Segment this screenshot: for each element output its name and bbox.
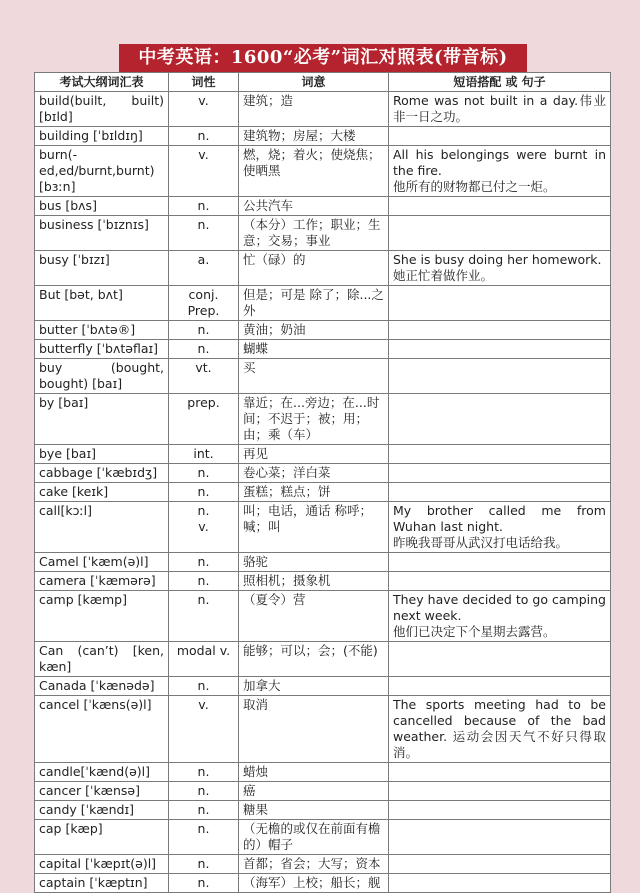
pos-label: v. (198, 697, 209, 712)
pos-label: n. (197, 783, 210, 798)
pos-label: n. (197, 856, 210, 871)
meaning-cell: 能够；可以；会；(不能) (239, 642, 389, 677)
meaning-cell: 买 (239, 359, 389, 394)
meaning-cell: 叫；电话，通话 称呼；喊；叫 (239, 502, 389, 553)
pos-cell (169, 782, 239, 801)
word-cell: building [ˈbɪldɪŋ] (35, 127, 169, 146)
table-header-row (35, 73, 611, 92)
table-row (35, 127, 611, 146)
word-cell: business [ˈbɪznɪs] (35, 216, 169, 251)
example-sentence: They have decided to go camping next week. (393, 592, 606, 623)
pos-label: n. (197, 198, 210, 213)
table-row (35, 502, 611, 553)
meaning-cell: 燃，烧；着火；使烧焦；使晒黑 (239, 146, 389, 197)
word-cell: call[kɔːl] (35, 502, 169, 553)
table-row (35, 321, 611, 340)
header-example: 短语搭配 或 句子 (389, 73, 611, 92)
table-row (35, 92, 611, 127)
example-sentence: She is busy doing her homework. (393, 252, 602, 267)
word-cell: buy (bought, bought) [baɪ] (35, 359, 169, 394)
pos-label: n. (197, 484, 210, 499)
example-cell (389, 340, 611, 359)
example-sentence: Rome was not built in a day.伟业非一日之功。 (393, 93, 606, 124)
meaning-cell: 再见 (239, 445, 389, 464)
pos-cell (169, 340, 239, 359)
meaning-cell: 首都；省会；大写；资本 (239, 855, 389, 874)
word-cell: butter [ˈbʌtə®] (35, 321, 169, 340)
example-cell (389, 553, 611, 572)
example-cell (389, 146, 611, 197)
table-row (35, 855, 611, 874)
pos-cell (169, 696, 239, 763)
table-row (35, 197, 611, 216)
vocabulary-table (34, 72, 611, 893)
table-row (35, 820, 611, 855)
meaning-cell: 加拿大 (239, 677, 389, 696)
word-cell: candle[ˈkænd(ə)l] (35, 763, 169, 782)
pos-label: int. (193, 446, 214, 461)
example-sentence: 她正忙着做作业。 (393, 268, 494, 283)
meaning-cell: 卷心菜；洋白菜 (239, 464, 389, 483)
example-cell (389, 464, 611, 483)
meaning-cell: 靠近；在...旁边；在...时间；不迟于；被；用；由；乘（车） (239, 394, 389, 445)
pos-cell (169, 763, 239, 782)
word-cell: butterfly [ˈbʌtəflaɪ] (35, 340, 169, 359)
example-cell (389, 445, 611, 464)
example-cell (389, 483, 611, 502)
example-cell (389, 801, 611, 820)
word-cell: bye [baɪ] (35, 445, 169, 464)
pos-cell (169, 464, 239, 483)
table-row (35, 445, 611, 464)
pos-label: n. (197, 503, 210, 518)
pos-label: prep. (187, 395, 220, 410)
word-cell: candy [ˈkændɪ] (35, 801, 169, 820)
example-cell (389, 782, 611, 801)
pos-cell (169, 855, 239, 874)
pos-label: n. (197, 573, 210, 588)
pos-cell (169, 251, 239, 286)
meaning-cell: 骆驼 (239, 553, 389, 572)
example-cell (389, 696, 611, 763)
word-cell: capital [ˈkæpɪt(ə)l] (35, 855, 169, 874)
pos-cell (169, 591, 239, 642)
pos-cell (169, 394, 239, 445)
pos-label: conj. (188, 287, 219, 302)
table-row (35, 763, 611, 782)
word-cell: camera [ˈkæmərə] (35, 572, 169, 591)
word-cell: Camel [ˈkæm(ə)l] (35, 553, 169, 572)
table-row (35, 801, 611, 820)
table-row (35, 677, 611, 696)
word-cell: cake [keɪk] (35, 483, 169, 502)
table-row (35, 782, 611, 801)
example-cell (389, 763, 611, 782)
table-body (35, 92, 611, 893)
pos-cell (169, 445, 239, 464)
example-cell (389, 321, 611, 340)
word-cell: Canada [ˈkænədə] (35, 677, 169, 696)
pos-cell (169, 642, 239, 677)
table-row (35, 572, 611, 591)
pos-label: n. (197, 322, 210, 337)
word-cell: by [baɪ] (35, 394, 169, 445)
pos-cell (169, 483, 239, 502)
pos-cell (169, 820, 239, 855)
pos-cell (169, 146, 239, 197)
pos-cell (169, 801, 239, 820)
meaning-cell: 黄油；奶油 (239, 321, 389, 340)
example-cell (389, 216, 611, 251)
example-cell (389, 572, 611, 591)
meaning-cell: 照相机；摄象机 (239, 572, 389, 591)
pos-cell (169, 127, 239, 146)
table-row (35, 553, 611, 572)
meaning-cell: （无檐的或仅在前面有檐的）帽子 (239, 820, 389, 855)
example-sentence: 他们已决定下个星期去露营。 (393, 624, 556, 639)
example-cell (389, 127, 611, 146)
pos-cell (169, 359, 239, 394)
pos-label: Prep. (187, 303, 220, 318)
table-row (35, 483, 611, 502)
table-row (35, 146, 611, 197)
pos-label: n. (197, 592, 210, 607)
meaning-cell: 公共汽车 (239, 197, 389, 216)
pos-label: n. (197, 341, 210, 356)
example-sentence: 他所有的财物都已付之一炬。 (393, 179, 556, 194)
page-title: 中考英语：1600“必考”词汇对照表(带音标) (119, 44, 527, 72)
word-cell: camp [kæmp] (35, 591, 169, 642)
meaning-cell: 但是；可是 除了；除...之外 (239, 286, 389, 321)
pos-label: a. (197, 252, 210, 267)
example-cell (389, 642, 611, 677)
example-cell (389, 286, 611, 321)
header-pos: 词性 (169, 73, 239, 92)
example-cell (389, 92, 611, 127)
table-row (35, 591, 611, 642)
header-meaning: 词意 (239, 73, 389, 92)
example-cell (389, 677, 611, 696)
example-cell (389, 394, 611, 445)
table-row (35, 696, 611, 763)
pos-label: n. (197, 465, 210, 480)
meaning-cell: 蛋糕；糕点；饼 (239, 483, 389, 502)
pos-cell (169, 92, 239, 127)
pos-cell (169, 286, 239, 321)
pos-cell (169, 677, 239, 696)
header-word: 考试大纲词汇表 (35, 73, 169, 92)
meaning-cell: 取消 (239, 696, 389, 763)
pos-label: n. (197, 678, 210, 693)
pos-label: n. (197, 875, 210, 890)
word-cell: busy [ˈbɪzɪ] (35, 251, 169, 286)
pos-cell (169, 216, 239, 251)
word-cell: But [bət, bʌt] (35, 286, 169, 321)
word-cell: cancer [ˈkænsə] (35, 782, 169, 801)
example-cell (389, 251, 611, 286)
word-cell: captain [ˈkæptɪn] (35, 874, 169, 893)
pos-label: v. (198, 147, 209, 162)
table-row (35, 216, 611, 251)
pos-label: v. (198, 519, 209, 534)
pos-cell (169, 874, 239, 893)
example-cell (389, 359, 611, 394)
pos-cell (169, 321, 239, 340)
meaning-cell: 癌 (239, 782, 389, 801)
table-row (35, 642, 611, 677)
word-cell: bus [bʌs] (35, 197, 169, 216)
word-cell: cancel [ˈkæns(ə)l] (35, 696, 169, 763)
example-cell (389, 591, 611, 642)
pos-label: n. (197, 802, 210, 817)
word-cell: cap [kæp] (35, 820, 169, 855)
meaning-cell: 忙（碌）的 (239, 251, 389, 286)
example-cell (389, 855, 611, 874)
pos-label: v. (198, 93, 209, 108)
pos-cell (169, 197, 239, 216)
example-cell (389, 197, 611, 216)
example-sentence: All his belongings were burnt in the fire. (393, 147, 606, 178)
table-row (35, 286, 611, 321)
word-cell: Can (can’t) [ken, kæn] (35, 642, 169, 677)
example-sentence: 昨晚我哥哥从武汉打电话给我。 (393, 535, 569, 550)
word-cell: burn(-ed,ed/burnt,burnt) [bɜːn] (35, 146, 169, 197)
pos-label: n. (197, 554, 210, 569)
table-row (35, 359, 611, 394)
pos-cell (169, 502, 239, 553)
meaning-cell: （海军）上校；船长；舰 (239, 874, 389, 893)
pos-cell (169, 572, 239, 591)
word-cell: cabbage [ˈkæbɪdʒ] (35, 464, 169, 483)
table-row (35, 874, 611, 893)
pos-cell (169, 553, 239, 572)
pos-label: n. (197, 821, 210, 836)
pos-label: n. (197, 128, 210, 143)
word-cell: build(built, built) [bɪld] (35, 92, 169, 127)
table-row (35, 464, 611, 483)
pos-label: n. (197, 217, 210, 232)
table-row (35, 251, 611, 286)
meaning-cell: 蜡烛 (239, 763, 389, 782)
meaning-cell: 建筑物；房屋；大楼 (239, 127, 389, 146)
example-sentence: My brother called me from Wuhan last night. (393, 503, 606, 534)
table-row (35, 340, 611, 359)
table-row (35, 394, 611, 445)
pos-label: n. (197, 764, 210, 779)
example-cell (389, 820, 611, 855)
pos-label: modal v. (176, 643, 231, 658)
meaning-cell: （夏令）营 (239, 591, 389, 642)
example-cell (389, 874, 611, 893)
meaning-cell: （本分）工作；职业；生意；交易；事业 (239, 216, 389, 251)
meaning-cell: 建筑；造 (239, 92, 389, 127)
example-sentence: The sports meeting had to be cancelled because of the bad weather. 运动会因天气不好只得取消。 (393, 697, 606, 760)
example-cell (389, 502, 611, 553)
pos-label: vt. (195, 360, 212, 375)
meaning-cell: 糖果 (239, 801, 389, 820)
meaning-cell: 蝴蝶 (239, 340, 389, 359)
